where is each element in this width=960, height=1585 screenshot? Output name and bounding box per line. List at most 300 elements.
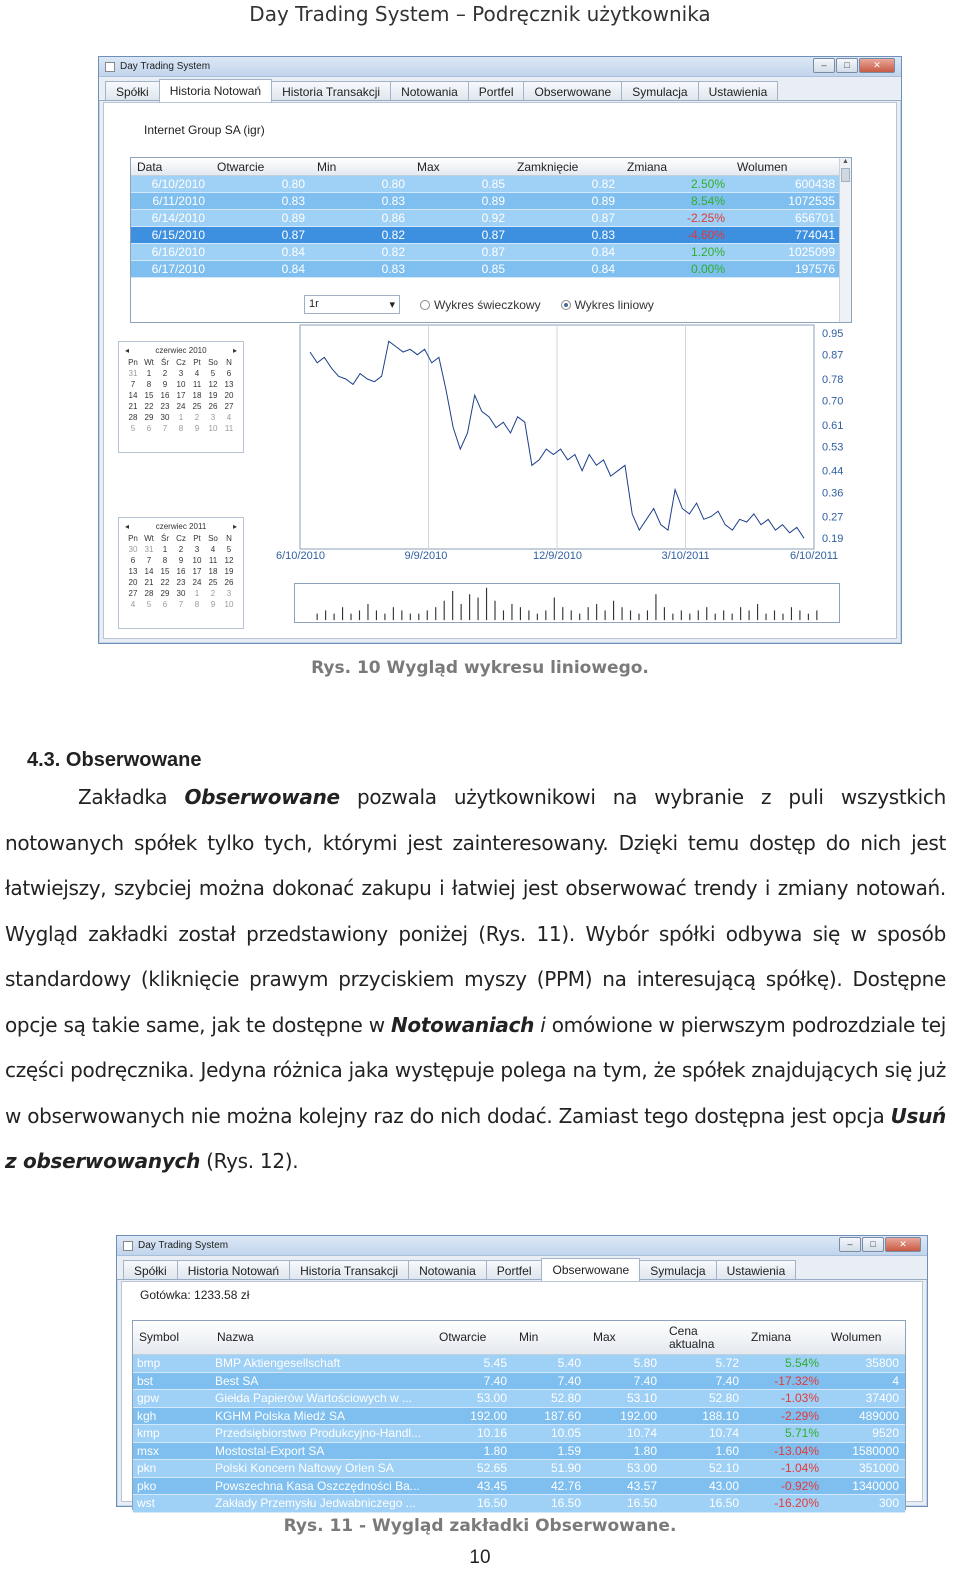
calendar-weekday: Śr <box>161 358 169 367</box>
tab-obserwowane[interactable]: Obserwowane <box>523 81 622 100</box>
column-header-otwarcie[interactable]: Otwarcie <box>217 160 265 174</box>
calendar-day[interactable]: 2 <box>194 413 200 422</box>
calendar-day[interactable]: 17 <box>176 391 186 400</box>
tab-spolki[interactable]: Spółki <box>105 81 160 100</box>
x-tick-label: 9/9/2010 <box>404 550 448 562</box>
table-cell: 6/16/2010 <box>151 245 205 259</box>
calendar-day[interactable]: 10 <box>176 380 186 389</box>
table-cell: 16.50 <box>626 1496 657 1511</box>
radio-candles[interactable] <box>420 298 541 312</box>
period-select-value: 1r <box>309 298 319 310</box>
table-cell: Mostostal-Export SA <box>215 1443 325 1458</box>
calendar-day[interactable]: 5 <box>146 600 152 609</box>
calendar-weekday: Śr <box>161 534 169 543</box>
table-cell: 5.71% <box>784 1426 819 1441</box>
y-tick-label: 0.70 <box>822 395 844 408</box>
table-cell: 5.80 <box>633 1356 657 1371</box>
column-header-zmiana[interactable]: Zmiana <box>751 1330 792 1344</box>
calendar-day[interactable]: 18 <box>192 391 202 400</box>
table-cell: 42.76 <box>550 1478 581 1493</box>
calendar-day[interactable]: 27 <box>128 589 138 598</box>
tab-historia-notowan[interactable]: Historia Notowań <box>159 79 272 102</box>
table-cell: 1.60 <box>715 1443 739 1458</box>
calendar-day[interactable]: 4 <box>130 600 136 609</box>
table-body <box>131 176 851 278</box>
tab-portfel[interactable]: Portfel <box>468 81 525 100</box>
calendar-day[interactable]: 8 <box>146 380 152 389</box>
table-cell: 7.40 <box>483 1373 507 1388</box>
para-emphasis-usun: Usuń z obserwowanych <box>5 1103 946 1173</box>
y-tick-label: 0.87 <box>822 349 844 362</box>
table-cell: Przedsiębiorstwo Produkcyjno-Handl... <box>215 1426 422 1441</box>
calendar-day[interactable]: 30 <box>128 545 138 554</box>
table-cell: 188.10 <box>702 1408 739 1423</box>
calendar-end[interactable] <box>118 517 244 629</box>
calendar-day[interactable]: 1 <box>162 545 168 554</box>
y-tick-label: 0.61 <box>822 419 844 432</box>
calendar-weekday: Wt <box>144 358 154 367</box>
calendar-day[interactable]: 31 <box>128 369 138 378</box>
table-cell: 0.87 <box>591 211 615 225</box>
table-cell: 1.59 <box>557 1443 581 1458</box>
calendar-day[interactable]: 25 <box>192 402 202 411</box>
table-row[interactable] <box>133 1373 905 1391</box>
table-cell: 192.00 <box>470 1408 507 1423</box>
calendar-weekday: Pt <box>193 358 201 367</box>
table-cell: BMP Aktiengesellschaft <box>215 1356 341 1371</box>
close-button[interactable]: ✕ <box>885 1237 921 1252</box>
table-row[interactable] <box>131 176 851 193</box>
calendar-day[interactable]: 16 <box>160 391 170 400</box>
calendar-header <box>119 518 243 534</box>
calendar-day[interactable]: 1 <box>194 589 200 598</box>
table-cell: 0.84 <box>281 262 305 276</box>
x-tick-label: 6/10/2010 <box>276 550 325 562</box>
table-cell: 489000 <box>858 1408 899 1423</box>
watchlist-table[interactable] <box>132 1320 906 1510</box>
table-row[interactable] <box>131 210 851 227</box>
table-cell: 0.92 <box>481 211 505 225</box>
table-cell: msx <box>137 1443 159 1458</box>
column-header-cena-aktualna[interactable]: Cena aktualna <box>669 1323 715 1351</box>
calendar-day[interactable]: 29 <box>144 413 154 422</box>
table-header <box>131 158 851 176</box>
volume-chart <box>294 583 840 623</box>
table-cell: 197576 <box>794 262 835 276</box>
para-text: Zakładka <box>78 785 185 809</box>
price-line-chart[interactable] <box>276 319 854 563</box>
column-header-max[interactable]: Max <box>593 1330 616 1344</box>
column-header-min[interactable]: Min <box>317 160 337 174</box>
calendar-day[interactable]: 2 <box>162 369 168 378</box>
calendar-grid <box>119 358 243 434</box>
calendar-day[interactable]: 26 <box>208 402 218 411</box>
table-cell: 37400 <box>865 1391 899 1406</box>
table-cell: 0.84 <box>591 245 615 259</box>
para-italic: i <box>534 1012 546 1037</box>
column-header-data[interactable]: Data <box>137 160 163 174</box>
table-cell: 4 <box>892 1373 899 1388</box>
column-header-zamkniecie[interactable]: Zamknięcie <box>517 160 579 174</box>
next-month-icon[interactable]: ▸ <box>232 346 237 355</box>
table-row[interactable] <box>131 244 851 261</box>
page-number: 10 <box>469 1547 491 1568</box>
calendar-day[interactable]: 22 <box>160 578 170 587</box>
calendar-day[interactable]: 7 <box>146 556 152 565</box>
table-cell: 53.00 <box>626 1461 657 1476</box>
tab-portfel[interactable]: Portfel <box>486 1260 543 1279</box>
table-cell: Powszechna Kasa Oszczędności Ba... <box>215 1478 420 1493</box>
calendar-day[interactable]: 30 <box>176 589 186 598</box>
tab-bar <box>117 1256 927 1280</box>
calendar-day[interactable]: 22 <box>144 402 154 411</box>
table-cell: 6/14/2010 <box>151 211 205 225</box>
table-cell: 0.85 <box>481 177 505 191</box>
column-header-zmiana[interactable]: Zmiana <box>627 160 668 174</box>
calendar-day[interactable]: 2 <box>210 589 216 598</box>
calendar-day[interactable]: 9 <box>210 600 216 609</box>
table-cell: 1.80 <box>483 1443 507 1458</box>
calendar-day[interactable]: 20 <box>224 391 234 400</box>
para-emphasis-notowaniach: Notowaniach <box>390 1012 535 1037</box>
table-cell: -1.04% <box>780 1461 819 1476</box>
calendar-day[interactable]: 11 <box>224 424 234 433</box>
calendar-day[interactable]: 29 <box>160 589 170 598</box>
calendar-day[interactable]: 31 <box>144 545 154 554</box>
calendar-day[interactable]: 3 <box>226 589 232 598</box>
calendar-day[interactable]: 5 <box>210 369 216 378</box>
table-cell: 52.10 <box>708 1461 739 1476</box>
table-scrollbar[interactable] <box>839 158 851 322</box>
calendar-day[interactable]: 3 <box>210 413 216 422</box>
calendar-day[interactable]: 15 <box>144 391 154 400</box>
table-cell: 43.00 <box>708 1478 739 1493</box>
table-cell: 7.40 <box>715 1373 739 1388</box>
window-titlebar <box>117 1236 927 1256</box>
calendar-day[interactable]: 8 <box>162 556 168 565</box>
table-cell: 6/17/2010 <box>151 262 205 276</box>
table-cell: 0.85 <box>481 262 505 276</box>
prev-month-icon[interactable]: ◂ <box>125 346 130 355</box>
table-cell: 0.80 <box>381 177 405 191</box>
table-cell: Giełda Papierów Wartościowych w ... <box>215 1391 412 1406</box>
window-title: Day Trading System <box>120 61 211 72</box>
section-heading: 4.3. Obserwowane <box>27 749 202 771</box>
figure-caption-11: Rys. 11 - Wygląd zakładki Obserwowane. <box>283 1516 677 1536</box>
column-header-nazwa[interactable]: Nazwa <box>217 1330 254 1344</box>
table-body <box>133 1355 905 1513</box>
table-row[interactable] <box>133 1408 905 1426</box>
table-cell: 5.45 <box>483 1356 507 1371</box>
calendar-day[interactable]: 12 <box>208 380 218 389</box>
calendar-day[interactable]: 5 <box>226 545 232 554</box>
table-cell: 16.50 <box>476 1496 507 1511</box>
y-tick-label: 0.36 <box>822 487 844 500</box>
table-cell: 8.54% <box>690 194 725 208</box>
calendar-day[interactable]: 4 <box>210 545 216 554</box>
table-cell: 0.82 <box>381 245 405 259</box>
calendar-day[interactable]: 28 <box>144 589 154 598</box>
table-cell: 1340000 <box>852 1478 899 1493</box>
table-cell: -2.29% <box>780 1408 819 1423</box>
table-cell: 43.45 <box>476 1478 507 1493</box>
calendar-weekday: Pt <box>193 534 201 543</box>
table-cell: 0.89 <box>591 194 615 208</box>
tab-ustawienia[interactable]: Ustawienia <box>716 1260 797 1279</box>
table-cell: Polski Koncern Naftowy Orlen SA <box>215 1461 394 1476</box>
table-cell: Best SA <box>215 1373 259 1388</box>
table-cell: 7.40 <box>633 1373 657 1388</box>
tab-obserwowane[interactable]: Obserwowane <box>541 1258 640 1281</box>
calendar-weekday: So <box>208 534 218 543</box>
section-paragraph <box>5 775 946 1185</box>
calendar-day[interactable]: 17 <box>192 567 202 576</box>
maximize-button[interactable]: □ <box>862 1237 884 1252</box>
calendar-day[interactable]: 24 <box>176 402 186 411</box>
table-cell: 53.00 <box>476 1391 507 1406</box>
calendar-day[interactable]: 20 <box>128 578 138 587</box>
table-cell: 187.60 <box>544 1408 581 1423</box>
calendar-day[interactable]: 6 <box>146 424 152 433</box>
calendar-weekday: N <box>226 534 232 543</box>
table-cell: -17.32% <box>774 1373 819 1388</box>
calendar-day[interactable]: 16 <box>176 567 186 576</box>
calendar-day[interactable]: 11 <box>192 380 202 389</box>
table-cell: 0.84 <box>591 262 615 276</box>
column-header-wolumen[interactable]: Wolumen <box>831 1330 882 1344</box>
calendar-day[interactable]: 7 <box>162 424 168 433</box>
calendar-weekday: Cz <box>176 534 186 543</box>
para-emphasis-obserwowane: Obserwowane <box>184 785 340 809</box>
tab-ustawienia[interactable]: Ustawienia <box>698 81 779 100</box>
table-row[interactable] <box>133 1443 905 1461</box>
app-icon <box>123 1241 133 1251</box>
minimize-button[interactable]: – <box>813 58 835 73</box>
calendar-month: czerwiec 2010 <box>155 346 207 355</box>
calendar-weekday: Wt <box>144 534 154 543</box>
calendar-day[interactable]: 12 <box>224 556 234 565</box>
table-cell: 0.89 <box>481 194 505 208</box>
column-header-wolumen[interactable]: Wolumen <box>737 160 788 174</box>
calendar-day[interactable]: 18 <box>208 567 218 576</box>
table-cell: 0.89 <box>281 211 305 225</box>
table-cell: 0.87 <box>481 228 505 242</box>
scroll-up-icon[interactable]: ▲ <box>842 158 849 165</box>
calendar-day[interactable]: 9 <box>162 380 168 389</box>
table-cell: 0.82 <box>381 228 405 242</box>
table-cell: 300 <box>878 1496 899 1511</box>
tab-historia-notowan[interactable]: Historia Notowań <box>177 1260 290 1279</box>
table-cell: 16.50 <box>550 1496 581 1511</box>
company-label: Internet Group SA (igr) <box>144 123 265 137</box>
calendar-day[interactable]: 21 <box>144 578 154 587</box>
table-cell: 10.74 <box>708 1426 739 1441</box>
tab-symulacja[interactable]: Symulacja <box>639 1260 716 1279</box>
table-row[interactable] <box>131 261 851 278</box>
tab-notowania[interactable]: Notowania <box>390 81 469 100</box>
calendar-month: czerwiec 2011 <box>155 522 207 531</box>
watchlist-panel <box>121 1281 923 1511</box>
chevron-down-icon: ▾ <box>389 299 395 311</box>
table-cell: pko <box>137 1478 157 1493</box>
calendar-day[interactable]: 8 <box>178 424 184 433</box>
calendar-day[interactable]: 13 <box>224 380 234 389</box>
calendar-day[interactable]: 8 <box>194 600 200 609</box>
calendar-day[interactable]: 1 <box>178 413 184 422</box>
x-tick-label: 6/10/2011 <box>790 550 839 562</box>
table-cell: 53.10 <box>626 1391 657 1406</box>
calendar-day[interactable]: 13 <box>128 567 138 576</box>
x-tick-label: 3/10/2011 <box>661 550 710 562</box>
table-cell: 52.65 <box>476 1461 507 1476</box>
calendar-day[interactable]: 15 <box>160 567 170 576</box>
calendar-day[interactable]: 23 <box>160 402 170 411</box>
calendar-day[interactable]: 21 <box>128 402 138 411</box>
calendar-day[interactable]: 10 <box>224 600 234 609</box>
table-row[interactable] <box>133 1355 905 1373</box>
calendar-day[interactable]: 30 <box>160 413 170 422</box>
window-titlebar <box>99 57 901 77</box>
table-row[interactable] <box>133 1460 905 1478</box>
tab-historia-transakcji[interactable]: Historia Transakcji <box>271 81 391 100</box>
app-window-history <box>98 56 902 644</box>
tab-spolki[interactable]: Spółki <box>123 1260 178 1279</box>
radio-candles-indicator <box>420 300 430 310</box>
column-header-symbol[interactable]: Symbol <box>139 1330 180 1344</box>
y-tick-label: 0.95 <box>822 328 844 341</box>
window-title: Day Trading System <box>138 1240 229 1251</box>
calendar-day[interactable]: 4 <box>226 413 232 422</box>
calendar-day[interactable]: 5 <box>130 424 136 433</box>
tab-bar <box>99 77 901 101</box>
calendar-header <box>119 342 243 358</box>
table-cell: 0.83 <box>381 262 405 276</box>
column-header-otwarcie[interactable]: Otwarcie <box>439 1330 487 1344</box>
close-button[interactable]: ✕ <box>859 58 895 73</box>
calendar-day[interactable]: 2 <box>178 545 184 554</box>
y-tick-label: 0.19 <box>822 533 844 546</box>
calendar-weekday: Pn <box>128 534 138 543</box>
table-cell: wst <box>137 1496 155 1511</box>
calendar-day[interactable]: 4 <box>194 369 200 378</box>
y-tick-label: 0.53 <box>822 441 844 454</box>
calendar-day[interactable]: 3 <box>178 369 184 378</box>
column-header-min[interactable]: Min <box>519 1330 539 1344</box>
period-select[interactable] <box>304 295 400 314</box>
table-cell: 600438 <box>794 177 835 191</box>
table-cell: 351000 <box>858 1461 899 1476</box>
minimize-button[interactable]: – <box>839 1237 861 1252</box>
table-cell: 43.57 <box>626 1478 657 1493</box>
table-cell: pkn <box>137 1461 157 1476</box>
table-row[interactable] <box>131 193 851 210</box>
calendar-day[interactable]: 7 <box>130 380 136 389</box>
calendar-day[interactable]: 25 <box>208 578 218 587</box>
table-cell: bst <box>137 1373 154 1388</box>
para-text: omówione w pierwszym podrozdziale tej części podręcznika. Jedyna różnica jaka występuje polega na tym, że spółek znajdujących się już w obserwowanych nie można kolejny raz do nich dodać. Zamiast tego dostępna jest opcja <box>5 1012 947 1128</box>
tab-historia-transakcji[interactable]: Historia Transakcji <box>289 1260 409 1279</box>
table-row[interactable] <box>133 1390 905 1408</box>
table-cell: -2.25% <box>686 211 725 225</box>
table-row[interactable] <box>133 1425 905 1443</box>
table-cell: 1.80 <box>633 1443 657 1458</box>
calendar-day[interactable]: 26 <box>224 578 234 587</box>
calendar-day[interactable]: 23 <box>176 578 186 587</box>
radio-line-label: Wykres liniowy <box>574 297 654 312</box>
table-cell: -13.04% <box>774 1443 819 1458</box>
table-header <box>133 1321 905 1355</box>
figure-caption-10: Rys. 10 Wygląd wykresu liniowego. <box>311 658 649 678</box>
calendar-start[interactable] <box>118 341 244 453</box>
calendar-weekday: Pn <box>128 358 138 367</box>
calendar-weekday: So <box>208 358 218 367</box>
calendar-day[interactable]: 10 <box>192 556 202 565</box>
calendar-day[interactable]: 10 <box>208 424 218 433</box>
calendar-day[interactable]: 1 <box>146 369 152 378</box>
radio-line-indicator <box>561 300 571 310</box>
table-cell: 5.54% <box>784 1356 819 1371</box>
calendar-day[interactable]: 3 <box>194 545 200 554</box>
table-cell: gpw <box>137 1391 160 1406</box>
table-cell: 10.16 <box>476 1426 507 1441</box>
table-cell: 0.00% <box>690 262 725 276</box>
prev-month-icon[interactable]: ◂ <box>125 522 130 531</box>
para-text: pozwala użytkownikowi na wybranie z puli wszystkich notowanych spółek tylko tych, którymi jest zainteresowany. Dzięki temu dostęp do nich jest łatwiejszy, szybciej można dokonać zakupu i łatwiej jest obserwować trendy i zmiany notowań. Wygląd zakładki został przedstawiony poniżej (Rys. 11). Wybór spółki odbywa się w sposób standardowy (kliknięcie prawym przyciskiem myszy (PPM) na interesującą spółkę). Dostępne opcje są takie same, jak te dostępne w <box>5 785 946 1037</box>
next-month-icon[interactable]: ▸ <box>232 522 237 531</box>
calendar-day[interactable]: 6 <box>226 369 232 378</box>
table-cell: 52.80 <box>708 1391 739 1406</box>
y-tick-label: 0.78 <box>822 373 844 386</box>
calendar-day[interactable]: 28 <box>128 413 138 422</box>
calendar-day[interactable]: 19 <box>224 567 234 576</box>
table-row[interactable] <box>133 1478 905 1496</box>
table-cell: 1025099 <box>788 245 835 259</box>
scroll-thumb[interactable] <box>841 168 850 182</box>
cash-balance: Gotówka: 1233.58 zł <box>140 1288 250 1302</box>
calendar-day[interactable]: 6 <box>130 556 136 565</box>
table-cell: 35800 <box>865 1356 899 1371</box>
table-cell: 16.50 <box>708 1496 739 1511</box>
calendar-day[interactable]: 24 <box>192 578 202 587</box>
calendar-day[interactable]: 9 <box>178 556 184 565</box>
calendar-day[interactable]: 14 <box>128 391 138 400</box>
calendar-day[interactable]: 11 <box>208 556 218 565</box>
calendar-day[interactable]: 7 <box>178 600 184 609</box>
table-row[interactable] <box>133 1495 905 1513</box>
table-cell: 192.00 <box>620 1408 657 1423</box>
calendar-day[interactable]: 6 <box>162 600 168 609</box>
tab-notowania[interactable]: Notowania <box>408 1260 487 1279</box>
table-cell: Zakłady Przemysłu Jedwabniczego ... <box>215 1496 416 1511</box>
column-header-max[interactable]: Max <box>417 160 440 174</box>
calendar-day[interactable]: 9 <box>194 424 200 433</box>
table-cell: 1580000 <box>852 1443 899 1458</box>
calendar-day[interactable]: 19 <box>208 391 218 400</box>
table-cell: 656701 <box>794 211 835 225</box>
maximize-button[interactable]: □ <box>836 58 858 73</box>
radio-line[interactable] <box>561 298 654 312</box>
x-tick-label: 12/9/2010 <box>533 550 582 562</box>
table-cell: KGHM Polska Miedź SA <box>215 1408 346 1423</box>
calendar-day[interactable]: 27 <box>224 402 234 411</box>
table-cell: 2.50% <box>690 177 725 191</box>
tab-symulacja[interactable]: Symulacja <box>621 81 698 100</box>
table-row[interactable] <box>131 227 851 244</box>
table-cell: kgh <box>137 1408 157 1423</box>
table-cell: 6/11/2010 <box>152 194 205 208</box>
calendar-day[interactable]: 14 <box>144 567 154 576</box>
table-cell: 0.84 <box>281 245 305 259</box>
